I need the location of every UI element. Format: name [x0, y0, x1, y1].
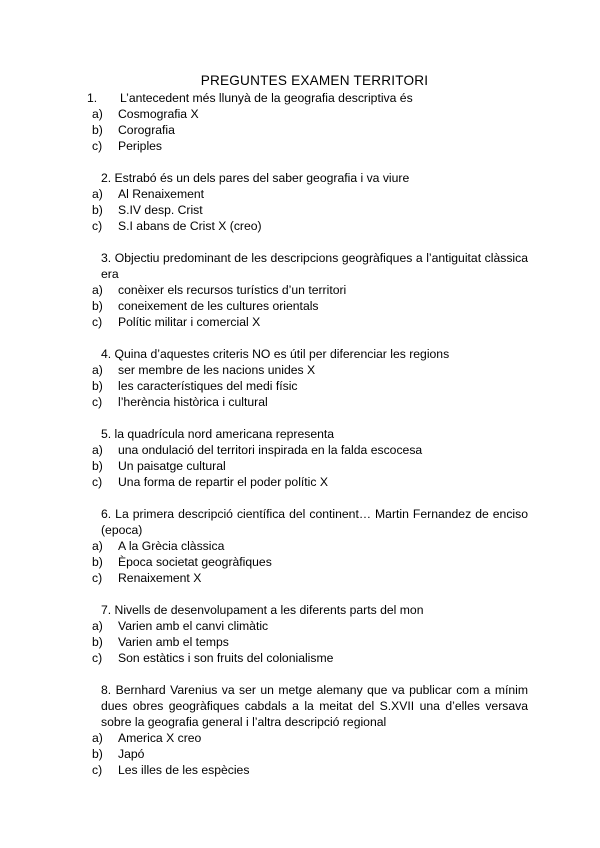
option-item	[0, 650, 528, 666]
option-text: Varien amb el canvi climàtic	[118, 619, 269, 633]
option-item	[0, 378, 528, 394]
option-text: les característiques del medi físic	[118, 379, 298, 393]
question-number: 1.	[87, 91, 98, 105]
option-list	[92, 106, 528, 154]
question-text	[87, 90, 528, 106]
option-item	[0, 138, 528, 154]
option-text: America X creo	[118, 731, 202, 745]
option-text: S.I abans de Crist X (creo)	[118, 219, 262, 233]
question-2	[92, 170, 528, 234]
option-letter: b)	[92, 635, 103, 649]
question-4	[92, 346, 528, 410]
option-list	[92, 442, 528, 490]
question-statement: 8. Bernhard Varenius va ser un metge alemany que va publicar com a mínim dues obres geogràfiques cabdals a la meitat del S.XVII una d’elles versava sobre la geografia general i l’altra descripció regional	[101, 683, 528, 729]
option-item	[0, 314, 528, 330]
question-statement: 4. Quina d’aquestes criteris NO es útil per diferenciar les regions	[101, 347, 450, 361]
option-list	[92, 730, 528, 778]
option-letter: c)	[92, 475, 103, 489]
option-text: coneixement de les cultures orientals	[118, 299, 319, 313]
option-item	[0, 442, 528, 458]
option-text: Una forma de repartir el poder polític X	[118, 475, 328, 489]
option-item	[0, 538, 528, 554]
option-item	[0, 762, 528, 778]
option-letter: c)	[92, 651, 103, 665]
option-letter: b)	[92, 459, 103, 473]
option-text: Japó	[118, 747, 145, 761]
option-text: Polític militar i comercial X	[118, 315, 261, 329]
question-5	[92, 426, 528, 490]
option-text: Varien amb el temps	[118, 635, 229, 649]
option-letter: a)	[92, 443, 103, 457]
option-item	[0, 202, 528, 218]
option-text: Corografia	[118, 123, 175, 137]
option-letter: a)	[92, 619, 103, 633]
option-list	[92, 362, 528, 410]
question-statement: 7. Nivells de desenvolupament a les diferents parts del mon	[101, 603, 424, 617]
option-letter: a)	[92, 363, 103, 377]
option-text: conèixer els recursos turístics d’un territori	[118, 283, 347, 297]
option-letter: b)	[92, 203, 103, 217]
question-statement: 5. la quadrícula nord americana representa	[101, 427, 335, 441]
option-letter: b)	[92, 379, 103, 393]
option-item	[0, 458, 528, 474]
question-8	[92, 682, 528, 778]
option-list	[92, 538, 528, 586]
option-letter: b)	[92, 123, 103, 137]
question-7	[92, 602, 528, 666]
option-text: Època societat geogràfiques	[118, 555, 272, 569]
option-text: Son estàtics i son fruits del colonialisme	[118, 651, 334, 665]
document-title: PREGUNTES EXAMEN TERRITORI	[200, 73, 429, 88]
question-3	[92, 250, 528, 330]
option-letter: c)	[92, 763, 103, 777]
option-letter: b)	[92, 747, 103, 761]
option-letter: c)	[92, 315, 103, 329]
option-item	[0, 746, 528, 762]
option-text: l’herència històrica i cultural	[118, 395, 268, 409]
option-letter: a)	[92, 187, 103, 201]
option-letter: b)	[92, 555, 103, 569]
option-text: Cosmografia X	[118, 107, 199, 121]
option-text: Les illes de les espècies	[118, 763, 250, 777]
option-text: Al Renaixement	[118, 187, 205, 201]
option-letter: a)	[92, 539, 103, 553]
option-letter: c)	[92, 571, 103, 585]
option-item	[0, 618, 528, 634]
question-1	[87, 90, 528, 154]
option-letter: a)	[92, 731, 103, 745]
question-statement: L’antecedent més llunyà de la geografia descriptiva és	[120, 91, 413, 105]
option-item	[0, 730, 528, 746]
option-letter: c)	[92, 395, 103, 409]
option-list	[92, 282, 528, 330]
option-letter: a)	[92, 283, 103, 297]
option-text: ser membre de les nacions unides X	[118, 363, 316, 377]
option-item	[0, 634, 528, 650]
option-letter: c)	[92, 139, 103, 153]
option-letter: c)	[92, 219, 103, 233]
option-item	[0, 554, 528, 570]
option-text: una ondulació del territori inspirada en la falda escocesa	[118, 443, 423, 457]
option-letter: b)	[92, 299, 103, 313]
option-item	[0, 298, 528, 314]
option-item	[0, 362, 528, 378]
option-letter: a)	[92, 107, 103, 121]
option-text: A la Grècia clàssica	[118, 539, 225, 553]
option-item	[0, 570, 528, 586]
option-item	[0, 474, 528, 490]
option-item	[0, 186, 528, 202]
option-item	[0, 218, 528, 234]
question-6	[92, 506, 528, 586]
option-list	[92, 618, 528, 666]
question-statement: 3. Objectiu predominant de les descripcions geogràfiques a l’antiguitat clàssica era	[101, 251, 528, 281]
option-text: Periples	[118, 139, 163, 153]
option-list	[92, 186, 528, 234]
question-statement: 2. Estrabó és un dels pares del saber geografia i va viure	[101, 171, 410, 185]
option-text: S.IV desp. Crist	[118, 203, 203, 217]
option-item	[0, 106, 528, 122]
option-text: Un paisatge cultural	[118, 459, 226, 473]
option-item	[0, 122, 528, 138]
option-item	[0, 282, 528, 298]
question-statement: 6. La primera descripció científica del continent… Martin Fernandez de enciso (epoca)	[101, 507, 528, 537]
option-item	[0, 394, 528, 410]
option-text: Renaixement X	[118, 571, 202, 585]
